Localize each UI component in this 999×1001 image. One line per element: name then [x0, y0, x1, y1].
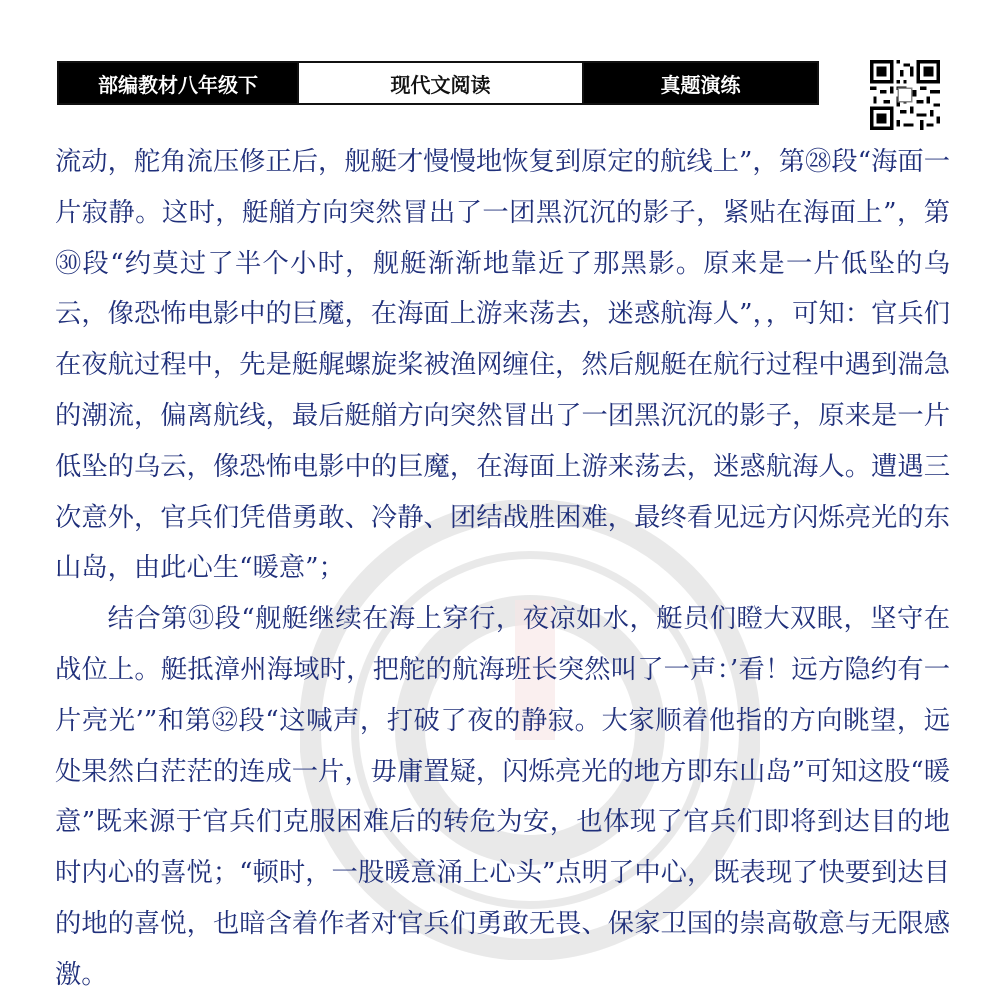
- header-textbook-label: 部编教材八年级下: [59, 63, 297, 103]
- paragraph-second: 结合第㉛段“舰艇继续在海上穿行，夜凉如水，艇员们瞪大双眼，坚守在战位上。艇抵漳州海域时，把舵的航海班长突然叫了一声：’看！远方隐约有一片亮光’”和第㉜段“这喊声，打破了夜的静寂。大家顺着他指的方向眺望，远处果然白茫茫的连成一片，毋庸置疑，闪烁亮光的地方即东山岛”可知这股“暖意”既来源于官兵们克服困难后的转危为安，也体现了官兵们即将到达目的地时内心的喜悦；“顿时，一股暖意涌上心头”点明了中心，既表现了快要到达目的地的喜悦，也暗含着作者对官兵们勇敢无畏、保家卫国的崇高敬意与无限感激。: [55, 604, 950, 990]
- header-practice-label: 真题演练: [584, 63, 817, 103]
- paragraph-first: 流动，舵角流压修正后，舰艇才慢慢地恢复到原定的航线上”，第㉘段“海面一片寂静。这时，艇艏方向突然冒出了一团黑沉沉的影子，紧贴在海面上”，第㉚段“约莫过了半个小时，舰艇渐渐地靠近了那黑影。原来是一片低坠的乌云，像恐怖电影中的巨魔，在海面上游来荡去，迷惑航海人”，，可知：官兵们在夜航过程中，先是艇艉螺旋桨被渔网缠住，然后舰艇在航行过程中遇到湍急的潮流，偏离航线，最后艇艏方向突然冒出了一团黑沉沉的影子，原来是一片低坠的乌云，像恐怖电影中的巨魔，在海面上游来荡去，迷惑航海人。遭遇三次意外，官兵们凭借勇敢、冷静、团结战胜困难，最终看见远方闪烁亮光的东山岛，由此心生“暖意”；: [55, 147, 950, 584]
- answer-analysis-text: [55, 137, 950, 1001]
- qr-code-icon[interactable]: [870, 60, 940, 130]
- header-section-title: 现代文阅读: [297, 63, 584, 103]
- header-bar: [57, 61, 819, 105]
